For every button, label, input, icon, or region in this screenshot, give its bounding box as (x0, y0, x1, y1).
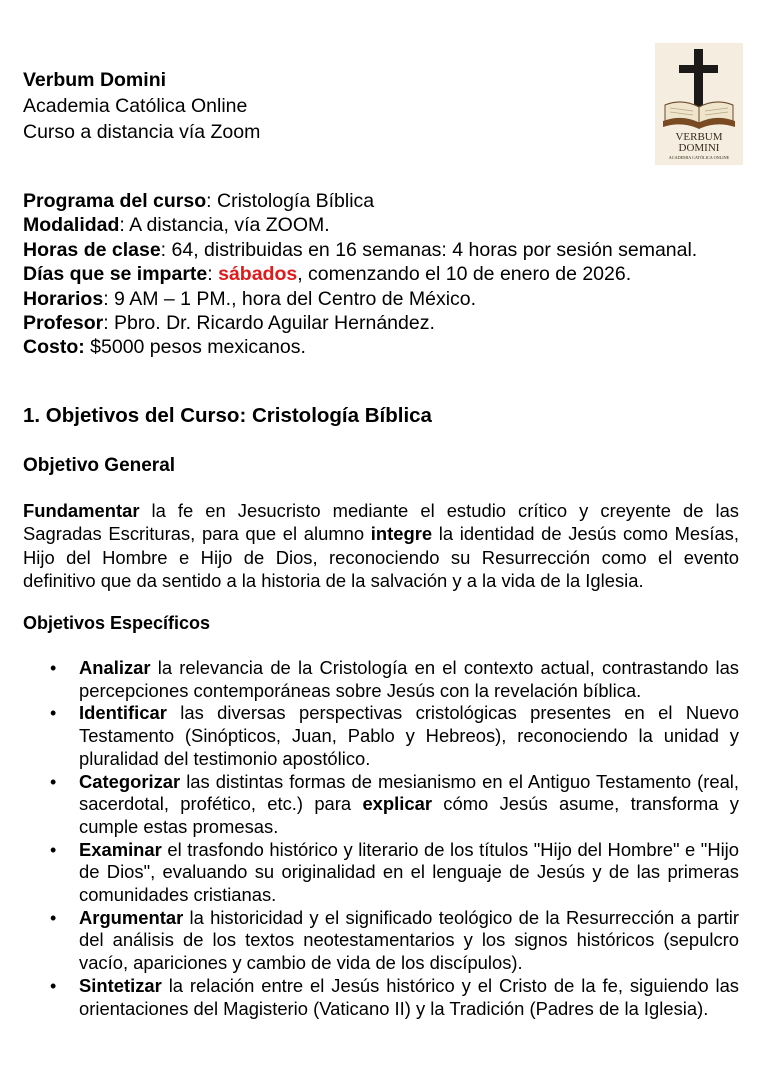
general-verb-1: Fundamentar (23, 500, 140, 521)
objective-text: la historicidad y el significado teológico de la Resurrección a partir del análisis de los textos neotestamentarios y los signos históricos (sepulcro vacío, apariciones y cambio de vida de los discípulos). (79, 906, 739, 974)
list-item (79, 907, 739, 975)
logo-name-line1: VERBUM (675, 131, 723, 143)
section-title: 1. Objetivos del Curso: Cristología Bíblica (23, 404, 432, 427)
objective-verb: Identificar (79, 702, 167, 724)
objective-verb-secondary: explicar (362, 793, 432, 815)
info-dias (23, 262, 753, 286)
costo-label: Costo: (23, 336, 85, 359)
horas-value: : 64, distribuidas en 16 semanas: 4 horas por sesión semanal. (160, 238, 698, 261)
info-programa (23, 189, 753, 213)
objective-text-secondary: cómo Jesús asume, transforma y cumple estas promesas. (79, 793, 739, 837)
list-item (79, 702, 739, 770)
general-objective-heading: Objetivo General (23, 455, 176, 476)
horas-label: Horas de clase (23, 238, 161, 261)
modalidad-label: Modalidad (23, 214, 120, 237)
general-objective-paragraph (23, 499, 739, 593)
info-costo (23, 335, 753, 359)
objective-verb: Categorizar (79, 770, 181, 792)
objective-verb: Examinar (79, 838, 162, 860)
dias-value: , comenzando el 10 de enero de 2026. (297, 263, 632, 286)
logo-tagline: ACADEMIA CATÓLICA ONLINE (668, 155, 730, 160)
general-text-2: la identidad de Jesús como Mesías, Hijo del Hombre e Hijo de Dios, reconociendo su Resurrección como el evento definitivo que da sentido a la historia de la salvación y a la vida de la Iglesia. (23, 523, 739, 592)
course-mode-line: Curso a distancia vía Zoom (23, 121, 261, 143)
profesor-label: Profesor (23, 312, 104, 335)
academy-title: Verbum Domini (23, 69, 167, 91)
academy-subtitle: Academia Católica Online (23, 95, 248, 117)
info-horarios (23, 287, 753, 311)
logo-name-line2: DOMINI (678, 142, 720, 154)
specific-objectives-heading: Objetivos Específicos (23, 613, 211, 633)
general-text-1: la fe en Jesucristo mediante el estudio crítico y creyente de las Sagradas Escrituras, para que el alumno (23, 500, 739, 545)
objective-text: el trasfondo histórico y literario de los títulos "Hijo del Hombre" e "Hijo de Dios", evaluando su originalidad en el lenguaje de Jesús y de las primeras comunidades cristianas. (79, 838, 739, 906)
horarios-label: Horarios (23, 287, 104, 310)
dias-highlight: sábados (218, 263, 298, 286)
list-item (79, 771, 739, 839)
costo-value: $5000 pesos mexicanos. (84, 336, 306, 359)
list-item (79, 657, 739, 702)
list-item (79, 839, 739, 907)
modalidad-value: : A distancia, vía ZOOM. (119, 214, 330, 237)
objective-text: la relación entre el Jesús histórico y el Cristo de la fe, siguiendo las orientaciones del Magisterio (Vaticano II) y la Tradición (Padres de la Iglesia). (79, 974, 739, 1019)
list-item (79, 975, 739, 1020)
general-verb-2: integre (370, 523, 433, 545)
objective-verb: Analizar (79, 657, 151, 678)
horarios-value: : 9 AM – 1 PM., hora del Centro de México. (103, 287, 477, 310)
info-horas (23, 238, 753, 262)
dias-label: Días que se imparte (23, 263, 208, 286)
specific-objectives-list (79, 657, 739, 1020)
info-profesor (23, 311, 753, 335)
objective-verb: Argumentar (79, 906, 184, 928)
programa-value: : Cristología Bíblica (206, 190, 375, 212)
programa-label: Programa del curso (23, 190, 207, 212)
objective-text: la relevancia de la Cristología en el contexto actual, contrastando las percepciones contemporáneas sobre Jesús con la revelación bíblica. (79, 657, 739, 701)
objective-text: las distintas formas de mesianismo en el Antiguo Testamento (real, sacerdotal, profético, etc.) para (79, 770, 739, 815)
dias-colon: : (207, 263, 219, 286)
course-info-block (23, 189, 753, 360)
objective-verb: Sintetizar (79, 974, 162, 996)
document-header (23, 67, 260, 145)
verbum-domini-logo (655, 43, 743, 165)
objective-text: las diversas perspectivas cristológicas presentes en el Nuevo Testamento (Sinópticos, Juan, Pablo y Hebreos), reconociendo la unidad y pluralidad del testimonio apostólico. (79, 702, 739, 769)
info-modalidad (23, 213, 753, 237)
profesor-value: : Pbro. Dr. Ricardo Aguilar Hernández. (103, 312, 435, 335)
cross-and-bible-icon (655, 43, 743, 165)
